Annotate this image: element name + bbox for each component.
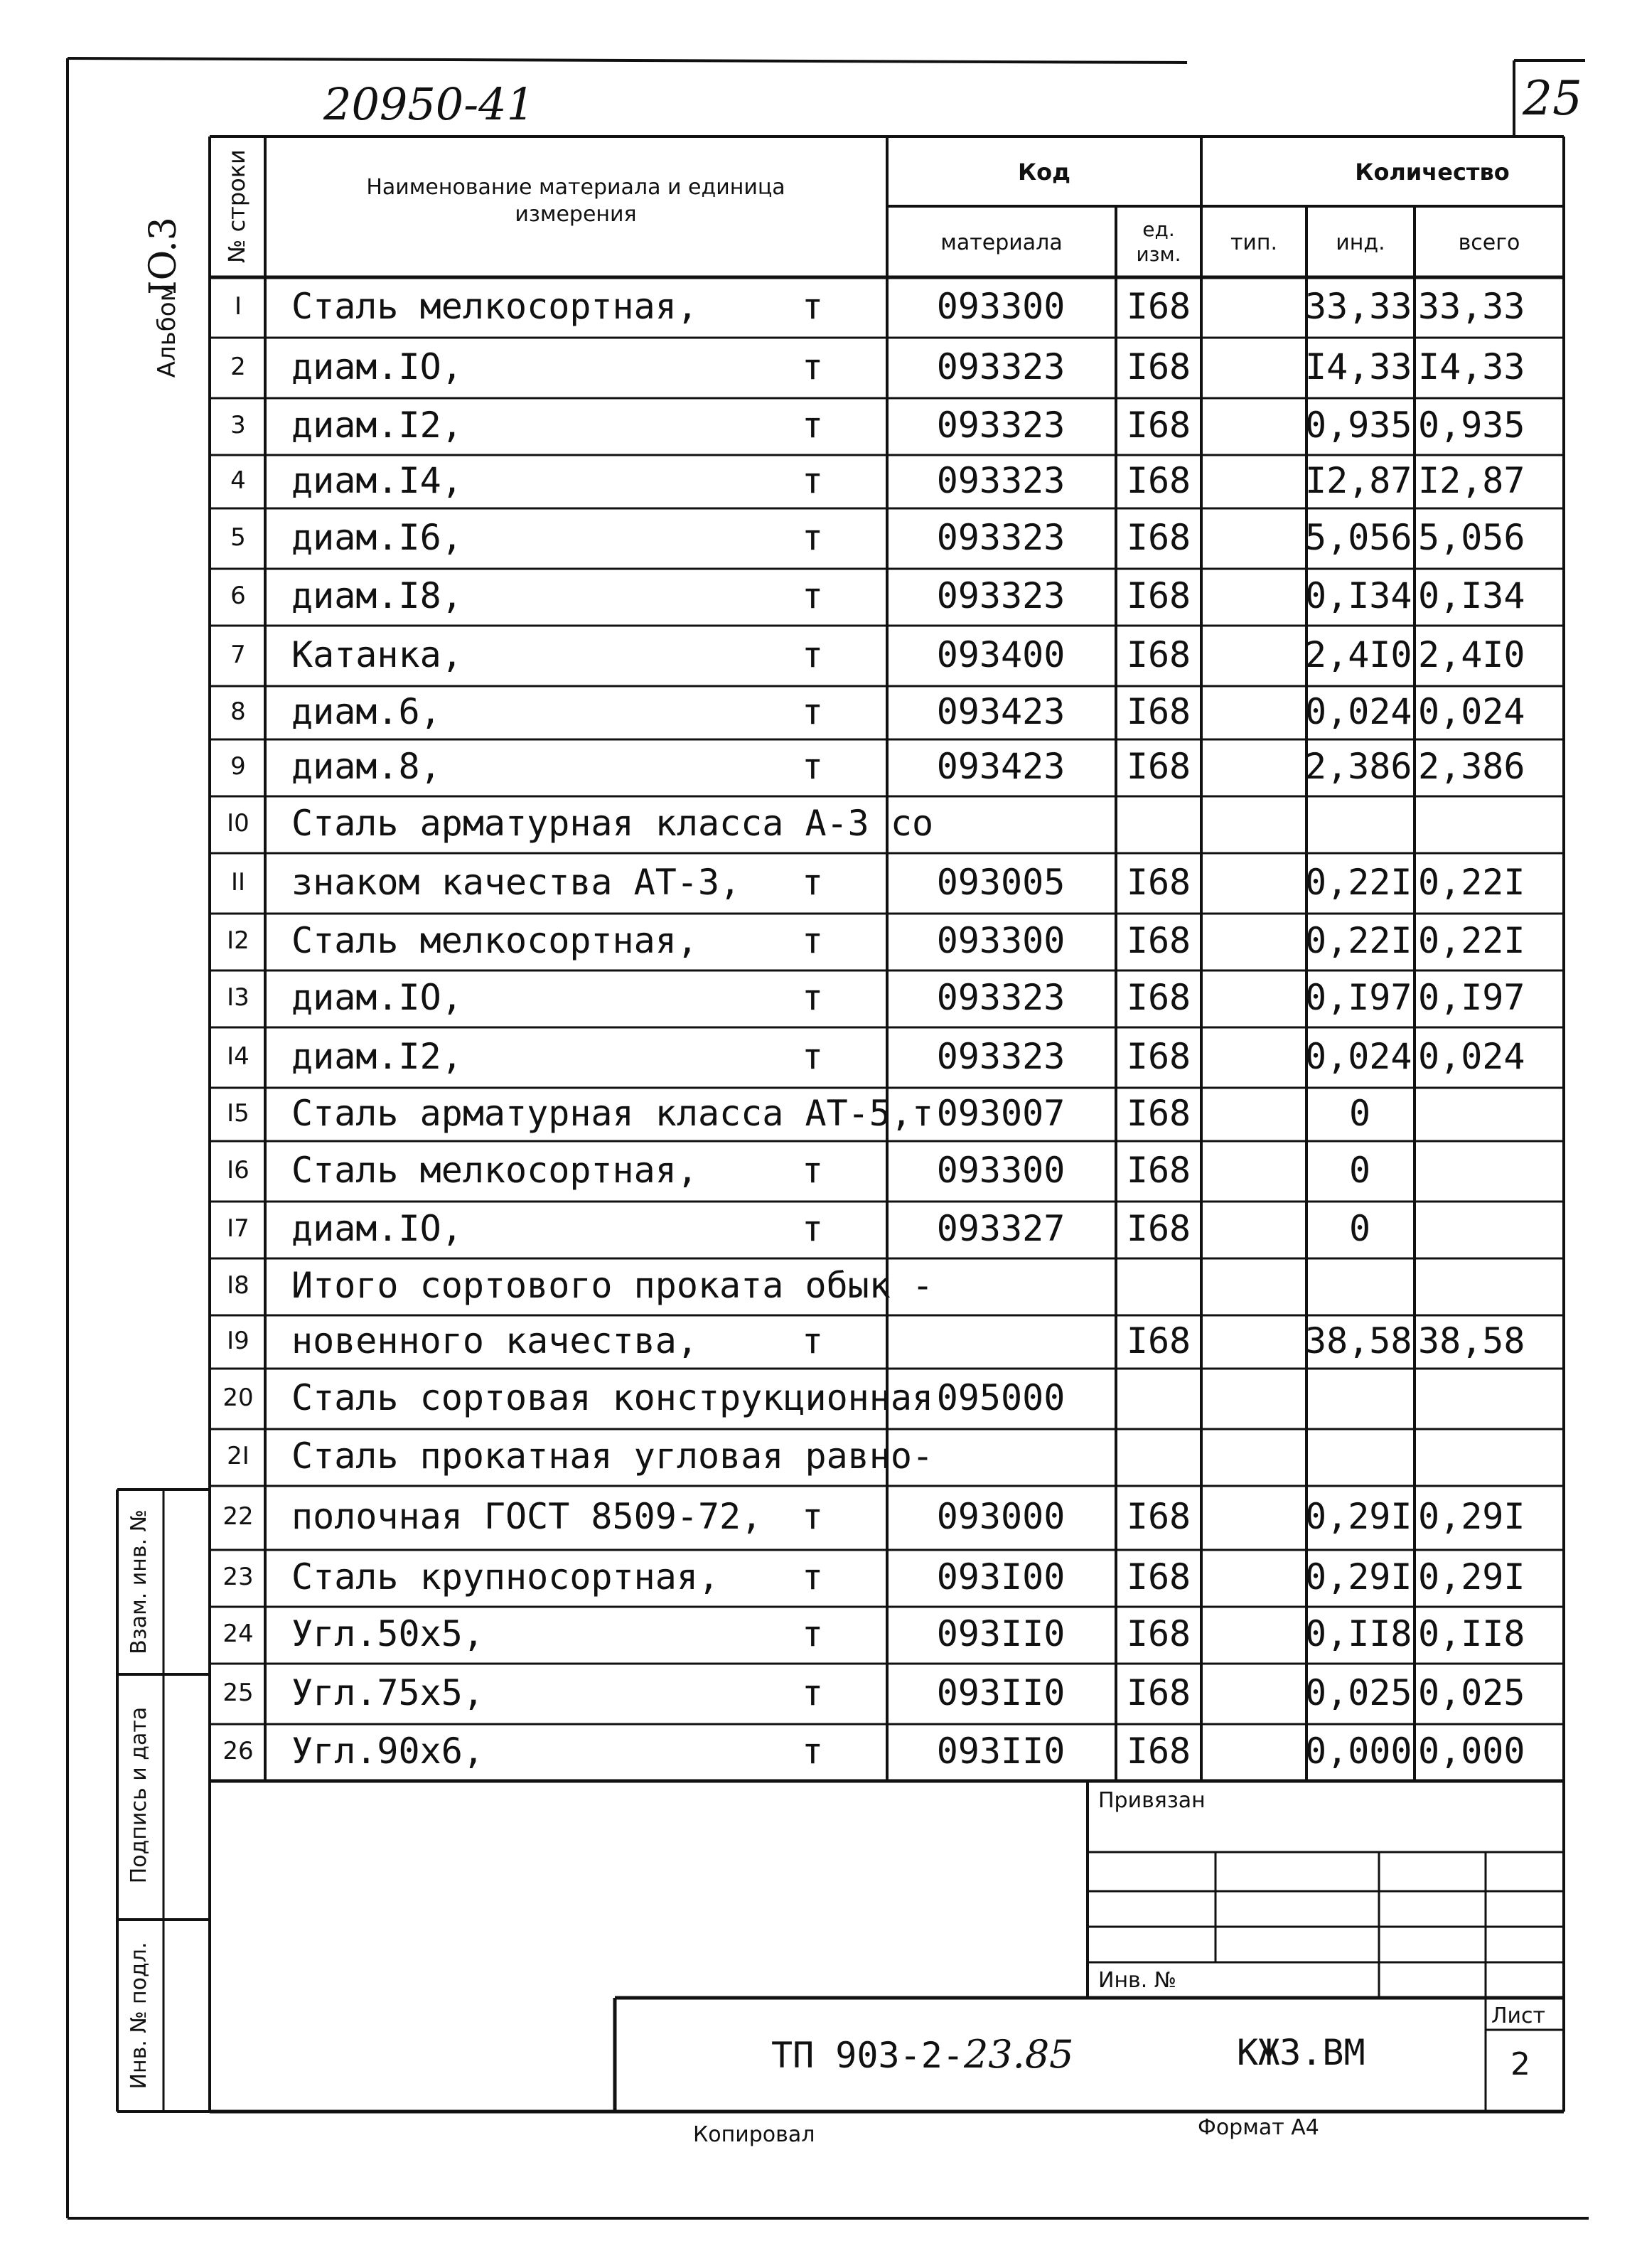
- material-code: 093323: [936, 459, 1066, 501]
- unit: т: [802, 861, 824, 903]
- material-name: диам.I8,: [291, 575, 463, 616]
- material-name: Сталь крупносортная,: [291, 1556, 720, 1598]
- unit-code: I68: [1126, 1149, 1191, 1191]
- unit: т: [802, 405, 824, 446]
- qty-ind: 0,000: [1305, 1731, 1412, 1772]
- material-name: знаком качества АТ-3,: [291, 861, 741, 903]
- header-qty-ind: инд.: [1336, 230, 1385, 255]
- qty-total: 0,024: [1418, 690, 1525, 732]
- unit-code: I68: [1126, 1613, 1191, 1654]
- header-material-name: Наименование материала и единица измерения: [366, 175, 785, 227]
- material-code: 093300: [936, 920, 1066, 961]
- unit-code: I68: [1126, 1731, 1191, 1772]
- unit: т: [802, 459, 824, 501]
- material-code: 095000: [936, 1376, 1066, 1418]
- material-code: 093323: [936, 346, 1066, 387]
- qty-total: 0,000: [1418, 1731, 1525, 1772]
- qty-total: 2,386: [1418, 746, 1525, 787]
- row-number: 2I: [227, 1442, 249, 1470]
- qty-total: 0,I34: [1418, 575, 1525, 616]
- document-code-prefix: ТП 903-2-: [771, 2035, 964, 2076]
- material-code: 093327: [936, 1208, 1066, 1249]
- header-code-material: материала: [940, 230, 1063, 255]
- stamp-vzam-inv: Взам. инв. №: [127, 1509, 151, 1654]
- unit-code: I68: [1126, 1092, 1191, 1134]
- qty-ind: 0,22I: [1305, 861, 1412, 903]
- row-number: 5: [230, 523, 246, 552]
- unit-code: I68: [1126, 459, 1191, 501]
- material-code: 093005: [936, 861, 1066, 903]
- material-name: диам.I4,: [291, 459, 463, 501]
- row-number: 4: [230, 466, 246, 495]
- material-name: полочная ГОСТ 8509-72,: [291, 1496, 763, 1537]
- qty-total: 0,I97: [1418, 977, 1525, 1018]
- qty-ind: 2,4I0: [1305, 633, 1412, 675]
- unit: т: [802, 285, 824, 327]
- material-code: 093II0: [936, 1613, 1066, 1654]
- row-number: 7: [230, 640, 246, 669]
- unit: т: [802, 346, 824, 387]
- row-number: 6: [230, 582, 246, 610]
- qty-ind: 0,I34: [1305, 575, 1412, 616]
- header-code-unit: ед. изм.: [1136, 218, 1181, 266]
- material-name: Сталь арматурная класса АТ-5,т: [291, 1092, 934, 1134]
- qty-ind: 2,386: [1305, 746, 1412, 787]
- unit-code: I68: [1126, 405, 1191, 446]
- qty-ind: 0,I97: [1305, 977, 1412, 1018]
- material-code: 093I00: [936, 1556, 1066, 1598]
- qty-ind: 0,024: [1305, 1035, 1412, 1077]
- material-name: новенного качества,: [291, 1320, 698, 1362]
- material-name: диам.6,: [291, 690, 441, 732]
- material-name: Сталь арматурная класса А-3 со: [291, 803, 934, 844]
- row-number: II: [230, 867, 246, 897]
- material-code: 093300: [936, 1149, 1066, 1191]
- header-qty-total: всего: [1458, 230, 1520, 255]
- row-number: 24: [222, 1620, 254, 1648]
- material-code: 093300: [936, 285, 1066, 327]
- row-number: I2: [227, 926, 249, 955]
- row-number: I7: [227, 1214, 249, 1243]
- material-code: 093000: [936, 1496, 1066, 1537]
- unit: т: [802, 920, 824, 961]
- qty-total: 0,29I: [1418, 1496, 1525, 1537]
- unit-code: I68: [1126, 920, 1191, 961]
- material-code: 093423: [936, 746, 1066, 787]
- unit: т: [802, 1208, 824, 1249]
- stamp-signature-date: Подпись и дата: [127, 1706, 151, 1884]
- header-quantity: Количество: [1355, 159, 1510, 186]
- qty-total: 0,29I: [1418, 1556, 1525, 1598]
- material-name: Катанка,: [291, 633, 463, 675]
- qty-total: 38,58: [1418, 1320, 1525, 1362]
- qty-ind: 0,22I: [1305, 920, 1412, 961]
- material-name: диам.I6,: [291, 516, 463, 558]
- stamp-inv-podl: Инв. № подл.: [127, 1942, 151, 2090]
- row-number: 2: [230, 352, 246, 381]
- qty-ind: 38,58: [1305, 1320, 1412, 1362]
- material-code: 093323: [936, 575, 1066, 616]
- header-code: Код: [1018, 159, 1070, 186]
- qty-total: 0,22I: [1418, 920, 1525, 961]
- row-number: 26: [222, 1737, 254, 1765]
- unit-code: I68: [1126, 575, 1191, 616]
- row-number: I: [234, 291, 242, 321]
- unit: т: [802, 575, 824, 616]
- unit-code: I68: [1126, 861, 1191, 903]
- material-name: Угл.75х5,: [291, 1671, 484, 1713]
- qty-total: 2,4I0: [1418, 633, 1525, 675]
- unit: т: [802, 690, 824, 732]
- document-code-suffix: 23.85: [963, 2032, 1074, 2077]
- qty-ind: 0,025: [1305, 1671, 1412, 1713]
- row-number: 20: [222, 1383, 254, 1412]
- unit: т: [802, 977, 824, 1018]
- unit-code: I68: [1126, 690, 1191, 732]
- unit-code: I68: [1126, 285, 1191, 327]
- qty-ind: 0,29I: [1305, 1556, 1412, 1598]
- material-code: 093007: [936, 1092, 1066, 1134]
- row-number: I4: [227, 1042, 249, 1071]
- album-label: Альбом: [153, 283, 181, 378]
- unit-code: I68: [1126, 977, 1191, 1018]
- qty-ind: I4,33: [1305, 346, 1412, 387]
- material-code: 093323: [936, 1035, 1066, 1077]
- material-name: Сталь мелкосортная,: [291, 1149, 698, 1191]
- qty-total: 33,33: [1418, 285, 1525, 327]
- header-qty-typ: тип.: [1230, 230, 1278, 255]
- document-mark: КЖЗ.ВМ: [1237, 2032, 1365, 2073]
- unit: т: [802, 1731, 824, 1772]
- qty-ind: 0,935: [1305, 405, 1412, 446]
- unit-code: I68: [1126, 746, 1191, 787]
- qty-ind: I2,87: [1305, 459, 1412, 501]
- unit-code: I68: [1126, 1496, 1191, 1537]
- qty-total: 0,22I: [1418, 861, 1525, 903]
- sheet-number: 2: [1510, 2046, 1530, 2082]
- material-code: 093II0: [936, 1731, 1066, 1772]
- footer-copied: Копировал: [693, 2122, 815, 2147]
- material-name: диам.IO,: [291, 346, 463, 387]
- unit-code: I68: [1126, 1208, 1191, 1249]
- row-number: I9: [227, 1326, 249, 1355]
- material-name: диам.I2,: [291, 1035, 463, 1077]
- document-code: [771, 2032, 1074, 2077]
- qty-total: I4,33: [1418, 346, 1525, 387]
- material-code: 093II0: [936, 1671, 1066, 1713]
- qty-ind: 0: [1348, 1092, 1371, 1134]
- material-code: 093323: [936, 405, 1066, 446]
- qty-total: 0,II8: [1418, 1613, 1525, 1654]
- unit-code: I68: [1126, 1035, 1191, 1077]
- row-number: 25: [222, 1678, 254, 1707]
- row-number: 22: [222, 1502, 254, 1531]
- row-number: I3: [227, 983, 249, 1012]
- qty-total: 5,056: [1418, 516, 1525, 558]
- sheet-label: Лист: [1491, 2004, 1546, 2028]
- unit: т: [802, 1149, 824, 1191]
- row-number: I5: [227, 1098, 249, 1128]
- material-name: Угл.90х6,: [291, 1731, 484, 1772]
- qty-ind: 5,056: [1305, 516, 1412, 558]
- material-code: 093323: [936, 977, 1066, 1018]
- privyazan-label: Привязан: [1098, 1788, 1206, 1813]
- row-number: I8: [227, 1271, 249, 1300]
- unit: т: [802, 1613, 824, 1654]
- unit: т: [802, 516, 824, 558]
- unit: т: [802, 1556, 824, 1598]
- material-code: 093423: [936, 690, 1066, 732]
- unit: т: [802, 1671, 824, 1713]
- material-code: 093400: [936, 633, 1066, 675]
- unit-code: I68: [1126, 1320, 1191, 1362]
- material-name: диам.8,: [291, 746, 441, 787]
- unit: т: [802, 1035, 824, 1077]
- unit-code: I68: [1126, 633, 1191, 675]
- header-row-number: № строки: [223, 149, 250, 263]
- qty-ind: 0: [1348, 1149, 1371, 1191]
- row-number: 23: [222, 1563, 254, 1591]
- unit: т: [802, 1496, 824, 1537]
- material-name: диам.IO,: [291, 1208, 463, 1249]
- material-code: 093323: [936, 516, 1066, 558]
- qty-ind: 33,33: [1305, 285, 1412, 327]
- sheet-corner-number: 25: [1523, 71, 1582, 126]
- material-name: Сталь сортовая конструкционная: [291, 1376, 934, 1418]
- qty-ind: 0,024: [1305, 690, 1412, 732]
- qty-ind: 0,29I: [1305, 1496, 1412, 1537]
- row-number: I0: [227, 809, 249, 838]
- row-number: 3: [230, 411, 246, 439]
- material-name: Сталь мелкосортная,: [291, 285, 698, 327]
- unit-code: I68: [1126, 346, 1191, 387]
- unit-code: I68: [1126, 516, 1191, 558]
- qty-total: 0,935: [1418, 405, 1525, 446]
- qty-ind: 0,II8: [1305, 1613, 1412, 1654]
- material-name: Сталь мелкосортная,: [291, 920, 698, 961]
- unit: т: [802, 633, 824, 675]
- qty-total: 0,025: [1418, 1671, 1525, 1713]
- qty-ind: 0: [1348, 1208, 1371, 1249]
- material-name: диам.IO,: [291, 977, 463, 1018]
- unit-code: I68: [1126, 1671, 1191, 1713]
- album-number: IO.3: [142, 217, 185, 295]
- material-name: Сталь прокатная угловая равно-: [291, 1435, 934, 1477]
- material-name: Угл.50х5,: [291, 1613, 484, 1654]
- row-number: 9: [230, 752, 246, 781]
- unit: т: [802, 1320, 824, 1362]
- material-name: Итого сортового проката обык -: [291, 1265, 934, 1306]
- unit-code: I68: [1126, 1556, 1191, 1598]
- row-number: I6: [227, 1155, 249, 1184]
- qty-total: 0,024: [1418, 1035, 1525, 1077]
- unit: т: [802, 746, 824, 787]
- inv-no-label: Инв. №: [1098, 1968, 1177, 1993]
- handwritten-code: 20950-41: [323, 78, 535, 130]
- row-number: 8: [230, 697, 246, 726]
- qty-total: I2,87: [1418, 459, 1525, 501]
- material-name: диам.I2,: [291, 405, 463, 446]
- footer-format: Формат А4: [1198, 2115, 1319, 2140]
